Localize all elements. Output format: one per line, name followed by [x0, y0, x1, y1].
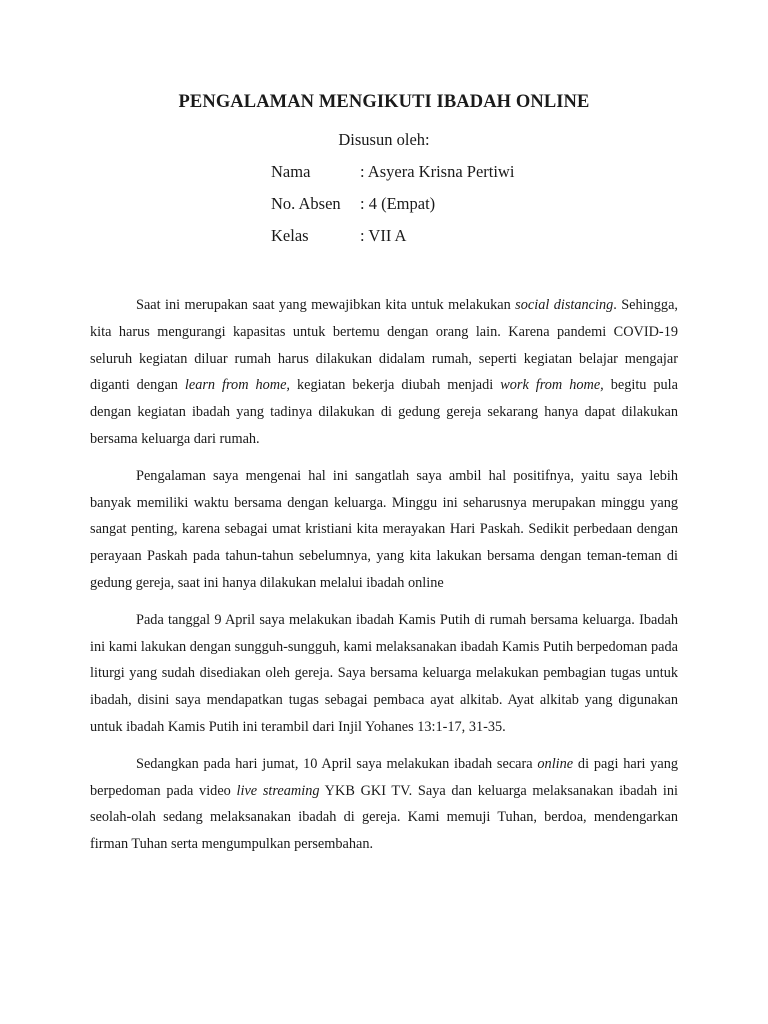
info-row-absen [271, 194, 435, 214]
info-row-nama [271, 162, 514, 182]
paragraph-4-text-c: YKB GKI TV. Saya dan keluarga melaksanakan ibadah ini seolah-olah sedang melaksanakan ibadah di gereja. Kami memuji Tuhan, berdoa, mendengarkan firman Tuhan serta mengumpulkan persembahan. [90, 782, 678, 853]
paragraph-1-italic-c: work from home, [500, 377, 604, 394]
document-title: PENGALAMAN MENGIKUTI IBADAH ONLINE [178, 92, 590, 112]
paragraph-1-italic-a: social distancing [515, 297, 614, 313]
paragraph-1-text-a: Saat ini merupakan saat yang mewajibkan kita untuk melakukan [136, 297, 516, 313]
absen-label: No. Absen [271, 194, 341, 213]
paragraph-4 [90, 751, 678, 858]
paragraph-3: Pada tanggal 9 April saya melakukan ibadah Kamis Putih di rumah bersama keluarga. Ibadah ini kami lakukan dengan sungguh-sungguh, kami melaksanakan ibadah Kamis Putih berpedoman pada liturgi yang sudah disediakan oleh gereja. Saya bersama keluarga melakukan pembagian tugas untuk ibadah, disini saya mendapatkan tugas sebagai pembaca ayat alkitab. Ayat alkitab yang digunakan untuk ibadah Kamis Putih ini terambil dari Injil Yohanes 13:1-17, 31-35. [90, 611, 678, 735]
absen-value: : 4 (Empat) [360, 194, 436, 213]
paragraph-4-text-a: Sedangkan pada hari jumat, 10 April saya melakukan ibadah secara [136, 755, 538, 772]
paragraph-1-italic-b: learn from home, [184, 377, 291, 394]
paragraph-4-text-b: di pagi hari yang berpedoman pada video [90, 755, 678, 799]
nama-value: : Asyera Krisna Pertiwi [360, 162, 515, 181]
info-row-kelas [271, 226, 406, 246]
document-body [90, 292, 678, 868]
paragraph-2: Pengalaman saya mengenai hal ini sangatlah saya ambil hal positifnya, yaitu saya lebih banyak memiliki waktu bersama dengan keluarga. Minggu ini seharusnya merupakan minggu yang sangat penting, karena sebagai umat kristiani kita merayakan Hari Paskah. Sedikit perbedaan dengan perayaan Paskah pada tahun-tahun sebelumnya, yang kita lakukan bersama dengan teman-teman di gedung gereja, saat ini hanya dilakukan melalui ibadah online [90, 467, 678, 591]
paragraph-4-italic-b: live streaming [236, 782, 320, 799]
paragraph-1 [90, 292, 678, 453]
paragraph-1-text-c: kegiatan bekerja diubah menjadi [290, 377, 501, 394]
kelas-label: Kelas [271, 226, 309, 245]
paragraph-1-text-d: begitu pula dengan kegiatan ibadah yang tadinya dilakukan di gedung gereja sekarang hanya dapat dilakukan bersama keluarga dari rumah. [90, 377, 678, 447]
kelas-value: : VII A [360, 226, 407, 245]
author-heading: Disusun oleh: [338, 130, 430, 149]
paragraph-4-italic-a: online [537, 755, 574, 772]
nama-label: Nama [271, 162, 311, 181]
paragraph-1-text-b: . Sehingga, kita harus mengurangi kapasitas untuk bertemu dengan orang lain. Karena pandemi COVID-19 seluruh kegiatan diluar rumah harus dilakukan didalam rumah, seperti kegiatan belajar mengajar diganti dengan [90, 297, 678, 394]
